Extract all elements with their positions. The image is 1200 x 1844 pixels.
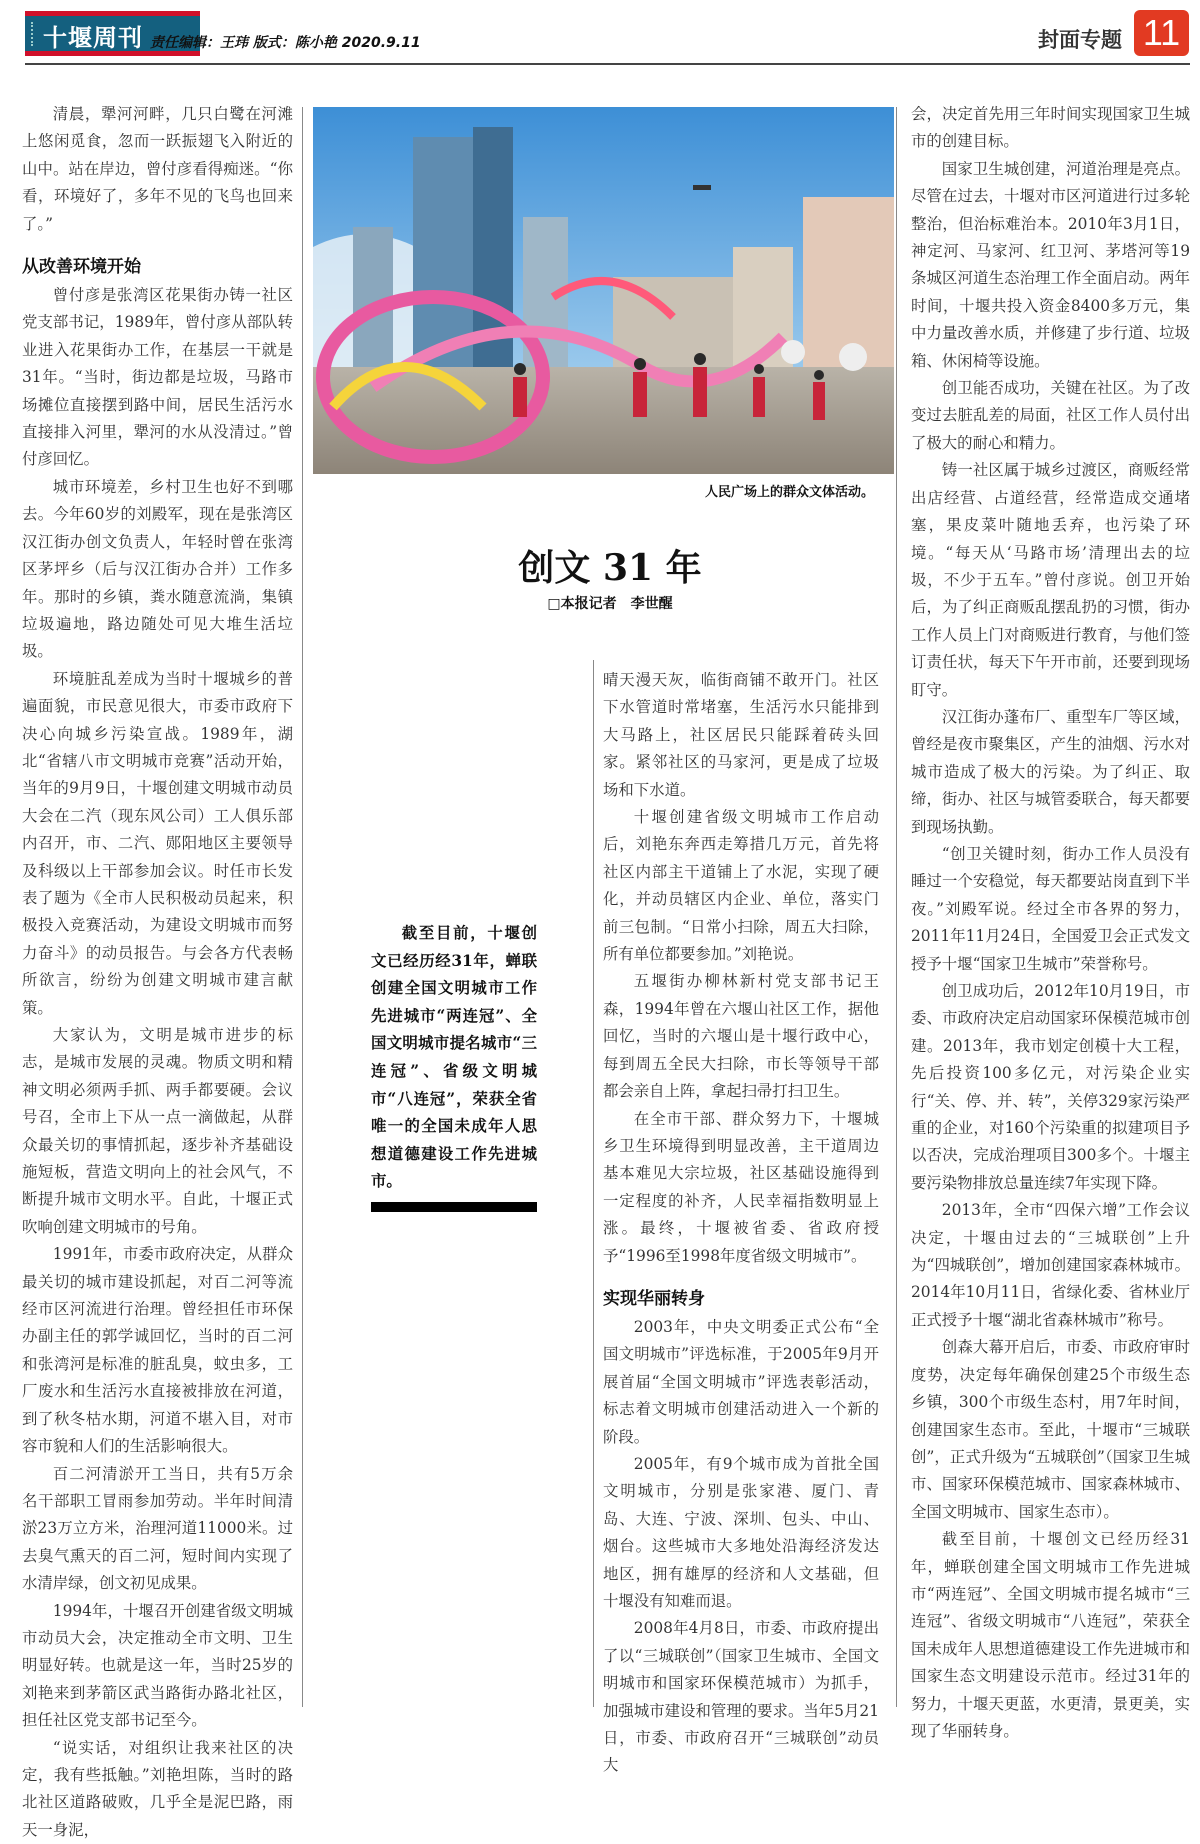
column-divider xyxy=(896,107,897,1707)
article-paragraph: 环境脏乱差成为当时十堰城乡的普遍面貌，市民意见很大，市委市政府下决心向城乡污染宣战。1989年，湖北“省辖八市文明城市竞赛”活动开始，当年的9月9日，十堰创建文明城市动员大会在二汽（现东风公司）工人俱乐部内召开，市、二汽、郧阳地区主要领导及科级以上干部参加会议。时任市长发表了题为《全市人民积极动员起来，积极投入竞赛活动，为建设文明城市而努力奋斗》的动员报告。与会各方代表畅所欲言，纷纷为创建文明城市建言献策。 xyxy=(22,669,293,1017)
pull-quote: 截至目前，十堰创文已经历经31年，蝉联创建全国文明城市工作先进城市“两连冠”、全国文明城市提名城市“三连冠”、省级文明城市“八连冠”，荣获全省唯一的全国未成年人思想道德建设工作先进城市。 xyxy=(371,924,537,1191)
article-paragraph: 2013年，全市“四保六增”工作会议决定，十堰由过去的“三城联创”上升为“四城联创”，增加创建国家森林城市。2014年10月11日，省绿化委、省林业厅正式授予十堰“湖北省森林城市”称号。 xyxy=(911,1201,1190,1329)
photo-caption: 人民广场上的群众文体活动。 xyxy=(704,485,874,500)
section-heading: 实现华丽转身 xyxy=(603,1288,705,1309)
article-paragraph: 五堰街办柳林新村党支部书记王森，1994年曾在六堰山社区工作，据他回忆，当时的六堰山是十堰行政中心，每到周五全民大扫除，市长等领导干部都会亲自上阵，拿起扫帚打扫卫生。 xyxy=(603,972,879,1101)
article-paragraph: 铸一社区属于城乡过渡区，商贩经常出店经营、占道经营，经常造成交通堵塞，果皮菜叶随地丢弃，也污染了环境。“每天从‘马路市场’清理出去的垃圾，不少于五车。”曾付彦说。创卫开始后，为了纠正商贩乱摆乱扔的习惯，街办工作人员上门对商贩进行教育，与他们签订责任状，每天下午开市前，还要到现场盯守。 xyxy=(911,461,1190,699)
page-number-badge: 11 xyxy=(1134,10,1189,56)
article-paragraph: 会，决定首先用三年时间实现国家卫生城市的创建目标。 xyxy=(911,105,1190,151)
article-paragraph: 2008年4月8日，市委、市政府提出了以“三城联创”（国家卫生城市、全国文明城市和国家环保模范城市）为抓手，加强城市建设和管理的要求。当年5月21日，市委、市政府召开“三城联创”动员大 xyxy=(603,1619,879,1775)
article-paragraph: 国家卫生城创建，河道治理是亮点。尽管在过去，十堰对市区河道进行过多轮整治，但治标难治本。2010年3月1日，神定河、马家河、红卫河、茅塔河等19条城区河道生态治理工作全面启动。两年时间，十堰共投入资金8400多万元，集中力量改善水质，并修建了步行道、垃圾箱、休闲椅等设施。 xyxy=(911,159,1190,370)
article-column-3 xyxy=(911,101,1190,1745)
article-paragraph: “创卫关键时刻，街办工作人员没有睡过一个安稳觉，每天都要站岗直到下半夜。”刘殿军说。经过全市各界的努力，2011年11月24日，全国爱卫会正式发文授予十堰“国家卫生城市”荣誉称号。 xyxy=(911,844,1190,973)
article-paragraph: 清晨，犟河河畔，几只白鹭在河滩上悠闲觅食，忽而一跃振翅飞入附近的山中。站在岸边，曾付彦看得痴迷。“你看，环境好了，多年不见的飞鸟也回来了。” xyxy=(22,105,293,233)
section-label: 封面专题 xyxy=(1038,28,1122,52)
article-column-1 xyxy=(22,101,293,1844)
article-paragraph: 1994年，十堰召开创建省级文明城市动员大会，决定推动全市文明、卫生明显好转。也就是这一年，当时25岁的刘艳来到茅箭区武当路街办路北社区，担任社区党支部书记至今。 xyxy=(22,1601,293,1730)
article-paragraph: 创卫成功后，2012年10月19日，市委、市政府决定启动国家环保模范城市创建。2013年，我市划定创模十大工程，先后投资100多亿元，对污染企业实行“关、停、并、转”，关停329家污染严重的企业，对160个污染重的拟建项目予以否决，完成治理项目300多个。十堰主要污染物排放总量连续7年实现下降。 xyxy=(911,982,1190,1192)
article-title: 创文 31 年 xyxy=(518,547,702,589)
article-paragraph: 创卫能否成功，关键在社区。为了改变过去脏乱差的局面，社区工作人员付出了极大的耐心和精力。 xyxy=(911,379,1190,452)
article-paragraph: “说实话，对组织让我来社区的决定，我有些抵触。”刘艳坦陈，当时的路北社区道路破败，几乎全是泥巴路，雨天一身泥， xyxy=(22,1738,293,1839)
article-paragraph: 百二河清淤开工当日，共有5万余名干部职工冒雨参加劳动。半年时间清淤23万立方米，治理河道11000米。过去臭气熏天的百二河，短时间内实现了水清岸绿，创文初见成果。 xyxy=(22,1464,293,1593)
article-paragraph: 汉江街办蓬布厂、重型车厂等区域，曾经是夜市聚集区，产生的油烟、污水对城市造成了极大的污染。为了纠正、取缔，街办、社区与城管委联合，每天都要到现场执勤。 xyxy=(911,707,1190,836)
article-byline: □本报记者 李世醒 xyxy=(547,596,673,612)
article-paragraph: 曾付彦是张湾区花果街办铸一社区党支部书记，1989年，曾付彦从部队转业进入花果街办工作，在基层一干就是31年。“当时，街边都是垃圾，马路市场摊位直接摆到路中间，居民生活污水直接排入河里，犟河的水从没清过。”曾付彦回忆。 xyxy=(22,286,293,469)
article-paragraph: 创森大幕开启后，市委、市政府审时度势，决定每年确保创建25个市级生态乡镇，300个市级生态村，用7年时间，创建国家生态市。至此，十堰市“三城联创”，正式升级为“五城联创”（国家卫生城市、国家环保模范城市、国家森林城市、全国文明城市、国家生态市）。 xyxy=(911,1338,1190,1521)
pull-quote-bar xyxy=(371,1202,537,1212)
article-paragraph: 2003年，中央文明委正式公布“全国文明城市”评选标准，于2005年9月开展首届“全国文明城市”评选表彰活动，标志着文明城市创建活动进入一个新的阶段。 xyxy=(603,1317,879,1446)
logo-text: 十堰周刊 xyxy=(43,23,143,52)
article-paragraph: 大家认为，文明是城市进步的标志，是城市发展的灵魂。物质文明和精神文明必须两手抓、两手都要硬。会议号召，全市上下从一点一滴做起，从群众最关切的事情抓起，逐步补齐基础设施短板，营造文明向上的社会风气，不断提升城市文明水平。自此，十堰正式吹响创建文明城市的号角。 xyxy=(22,1026,293,1236)
pull-quote-box xyxy=(371,920,537,1212)
column-divider xyxy=(302,107,303,1707)
article-paragraph: 晴天漫天灰，临街商铺不敢开门。社区下水管道时常堵塞，生活污水只能排到大马路上，社区居民只能踩着砖头回家。紧邻社区的马家河，更是成了垃圾场和下水道。 xyxy=(603,671,879,799)
article-paragraph: 2005年，有9个城市成为首批全国文明城市，分别是张家港、厦门、青岛、大连、宁波、深圳、包头、中山、烟台。这些城市大多地处沿海经济发达地区，拥有雄厚的经济和人文基础，但十堰没有知难而退。 xyxy=(603,1454,879,1610)
article-column-2 xyxy=(603,667,879,1780)
article-paragraph: 截至目前，十堰创文已经历经31年，蝉联创建全国文明城市工作先进城市“两连冠”、全国文明城市提名城市“三连冠”、省级文明城市“八连冠”，荣获全国未成年人思想道德建设工作先进城市和国家生态文明建设示范市。经过31年的努力，十堰天更蓝，水更清，景更美，实现了华丽转身。 xyxy=(911,1530,1190,1740)
masthead-editor-info: 责任编辑：王玮 版式：陈小艳 2020.9.11 xyxy=(150,35,421,51)
article-photo xyxy=(313,107,894,474)
logo-decoration xyxy=(31,22,39,46)
article-paragraph: 城市环境差，乡村卫生也好不到哪去。今年60岁的刘殿军，现在是张湾区汉江街办创文负责人，年轻时曾在张湾区茅坪乡（后与汉江街办合并）工作多年。那时的乡镇，粪水随意流淌，集镇垃圾遍地，路边随处可见大堆生活垃圾。 xyxy=(22,477,293,661)
column-divider xyxy=(593,660,594,1707)
section-heading: 从改善环境开始 xyxy=(22,257,141,278)
article-paragraph: 1991年，市委市政府决定，从群众最关切的城市建设抓起，对百二河等流经市区河流进行治理。曾经担任市环保办副主任的郭学诚回忆，当时的百二河和张湾河是标准的脏乱臭，蚊虫多，工厂废水和生活污水直接被排放在河道，到了秋冬枯水期，河道不堪入目，对市容市貌和人们的生活影响很大。 xyxy=(22,1245,293,1456)
article-paragraph: 在全市干部、群众努力下，十堰城乡卫生环境得到明显改善，主干道周边基本难见大宗垃圾，社区基础设施得到一定程度的补齐，人民幸福指数明显上涨。最终，十堰被省委、省政府授予“1996至1998年度省级文明城市”。 xyxy=(603,1109,879,1265)
article-paragraph: 十堰创建省级文明城市工作启动后，刘艳东奔西走筹措几万元，首先将社区内部主干道铺上了水泥，实现了硬化，并动员辖区内企业、单位，落实门前三包制。“日常小扫除，周五大扫除，所有单位都要参加。”刘艳说。 xyxy=(603,808,879,964)
header-divider xyxy=(25,63,1190,65)
